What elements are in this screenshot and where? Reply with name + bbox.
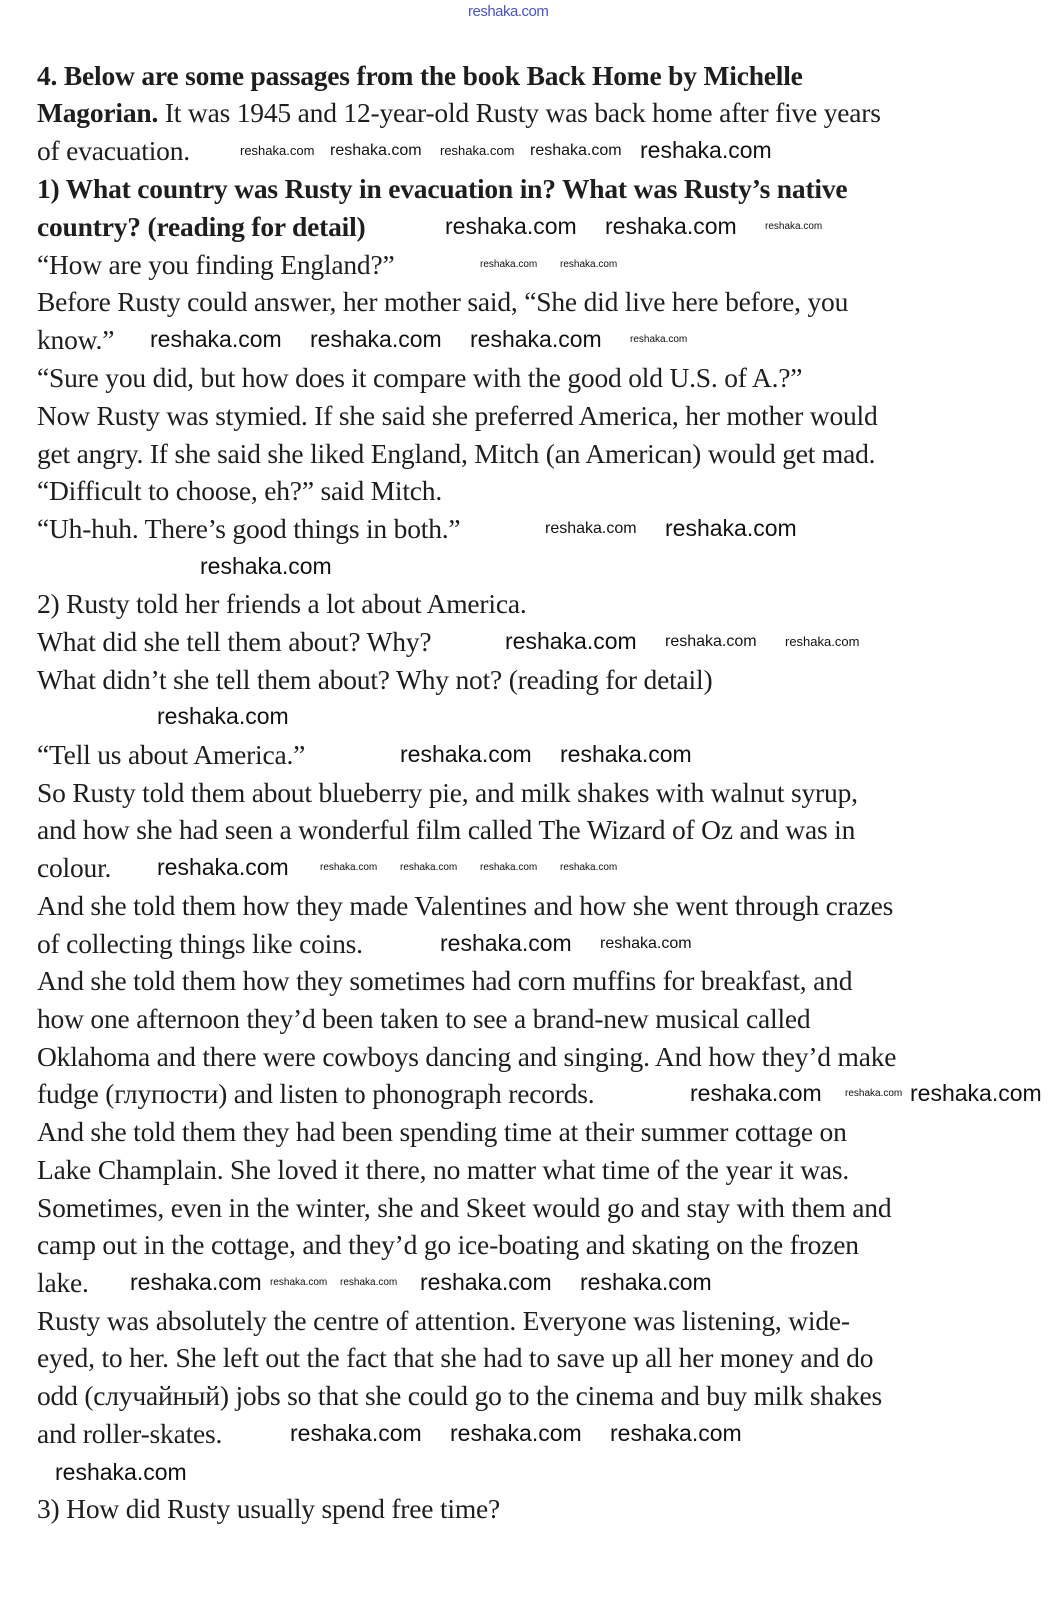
watermark: reshaka.com	[445, 213, 577, 239]
watermark: reshaka.com	[320, 862, 378, 873]
question-3: 3) How did Rusty usually spend free time?	[37, 1493, 501, 1524]
passage-line: “Sure you did, but how does it compare with the good old U.S. of A.?”	[37, 362, 803, 393]
passage-line: So Rusty told them about blueberry pie, and milk shakes with walnut syrup,	[37, 777, 858, 808]
watermark: reshaka.com	[505, 628, 637, 654]
question-1: 1) What country was Rusty in evacuation in? What was Rusty’s native	[37, 173, 848, 204]
passage-line: of collecting things like coins.	[37, 928, 363, 959]
watermark: reshaka.com	[690, 1080, 822, 1106]
site-header-watermark: reshaka.com	[468, 3, 549, 20]
passage-line: colour.	[37, 852, 112, 883]
watermark: reshaka.com	[640, 137, 772, 163]
task-intro-line: of evacuation.	[37, 135, 190, 166]
task-intro-text: It was 1945 and 12-year-old Rusty was back home after five years	[158, 97, 881, 128]
passage-line: Before Rusty could answer, her mother said, “She did live here before, you	[37, 286, 849, 317]
watermark: reshaka.com	[130, 1269, 262, 1295]
watermark: reshaka.com	[240, 143, 315, 158]
watermark: reshaka.com	[665, 633, 757, 650]
watermark: reshaka.com	[270, 1277, 328, 1288]
watermark: reshaka.com	[560, 862, 618, 873]
passage-line: and how she had seen a wonderful film called The Wizard of Oz and was in	[37, 814, 856, 845]
passage-line: eyed, to her. She left out the fact that she had to save up all her money and do	[37, 1342, 874, 1373]
task-title: 4. Below are some passages from the book Back Home by Michelle	[37, 60, 803, 91]
watermark: reshaka.com	[610, 1420, 742, 1446]
watermark: reshaka.com	[200, 553, 332, 579]
passage-line: and roller-skates.	[37, 1418, 223, 1449]
watermark: reshaka.com	[440, 930, 572, 956]
passage-line: “Difficult to choose, eh?” said Mitch.	[37, 475, 443, 506]
passage-line: “How are you finding England?”	[37, 249, 395, 280]
watermark: reshaka.com	[765, 221, 823, 232]
passage-line: Lake Champlain. She loved it there, no matter what time of the year it was.	[37, 1154, 850, 1185]
watermark: reshaka.com	[470, 326, 602, 352]
passage-line: Rusty was absolutely the centre of attention. Everyone was listening, wide-	[37, 1305, 850, 1336]
passage-line: how one afternoon they’d been taken to see a brand-new musical called	[37, 1003, 811, 1034]
watermark: reshaka.com	[400, 741, 532, 767]
task-intro	[37, 97, 881, 129]
task-title-end: Magorian.	[37, 97, 159, 128]
watermark: reshaka.com	[150, 326, 282, 352]
passage-line: And she told them how they sometimes had corn muffins for breakfast, and	[37, 965, 853, 996]
watermark: reshaka.com	[157, 854, 289, 880]
passage-line: camp out in the cottage, and they’d go ice-boating and skating on the frozen	[37, 1229, 859, 1260]
watermark: reshaka.com	[400, 862, 458, 873]
question-2: What did she tell them about? Why?	[37, 626, 432, 657]
watermark: reshaka.com	[530, 142, 622, 159]
watermark: reshaka.com	[310, 326, 442, 352]
watermark: reshaka.com	[560, 259, 618, 270]
watermark: reshaka.com	[560, 741, 692, 767]
passage-line: fudge (глупости) and listen to phonograph records.	[37, 1078, 595, 1109]
watermark: reshaka.com	[480, 862, 538, 873]
watermark: reshaka.com	[340, 1277, 398, 1288]
passage-line: lake.	[37, 1267, 89, 1298]
watermark: reshaka.com	[440, 143, 515, 158]
watermark: reshaka.com	[330, 142, 422, 159]
passage-line: “Uh-huh. There’s good things in both.”	[37, 513, 461, 544]
question-2: 2) Rusty told her friends a lot about America.	[37, 588, 527, 619]
passage-line: odd (случайный) jobs so that she could go to the cinema and buy milk shakes	[37, 1380, 883, 1411]
watermark: reshaka.com	[910, 1080, 1042, 1106]
watermark: reshaka.com	[290, 1420, 422, 1446]
watermark: reshaka.com	[845, 1088, 903, 1099]
passage-line: get angry. If she said she liked England, Mitch (an American) would get mad.	[37, 438, 876, 469]
question-2: What didn’t she tell them about? Why not? (reading for detail)	[37, 664, 713, 695]
watermark: reshaka.com	[420, 1269, 552, 1295]
passage-line: “Tell us about America.”	[37, 739, 306, 770]
watermark: reshaka.com	[157, 703, 289, 729]
watermark: reshaka.com	[55, 1459, 187, 1485]
passage-line: Now Rusty was stymied. If she said she preferred America, her mother would	[37, 400, 878, 431]
passage-line: Oklahoma and there were cowboys dancing and singing. And how they’d make	[37, 1041, 897, 1072]
passage-line: know.”	[37, 324, 115, 355]
watermark: reshaka.com	[545, 520, 637, 537]
watermark: reshaka.com	[480, 259, 538, 270]
watermark: reshaka.com	[600, 935, 692, 952]
passage-line: Sometimes, even in the winter, she and Skeet would go and stay with them and	[37, 1192, 892, 1223]
watermark: reshaka.com	[630, 334, 688, 345]
watermark: reshaka.com	[580, 1269, 712, 1295]
passage-line: And she told them how they made Valentines and how she went through crazes	[37, 890, 894, 921]
question-1: country? (reading for detail)	[37, 211, 366, 242]
watermark: reshaka.com	[785, 634, 860, 649]
watermark: reshaka.com	[450, 1420, 582, 1446]
watermark: reshaka.com	[665, 515, 797, 541]
watermark: reshaka.com	[605, 213, 737, 239]
passage-line: And she told them they had been spending time at their summer cottage on	[37, 1116, 847, 1147]
